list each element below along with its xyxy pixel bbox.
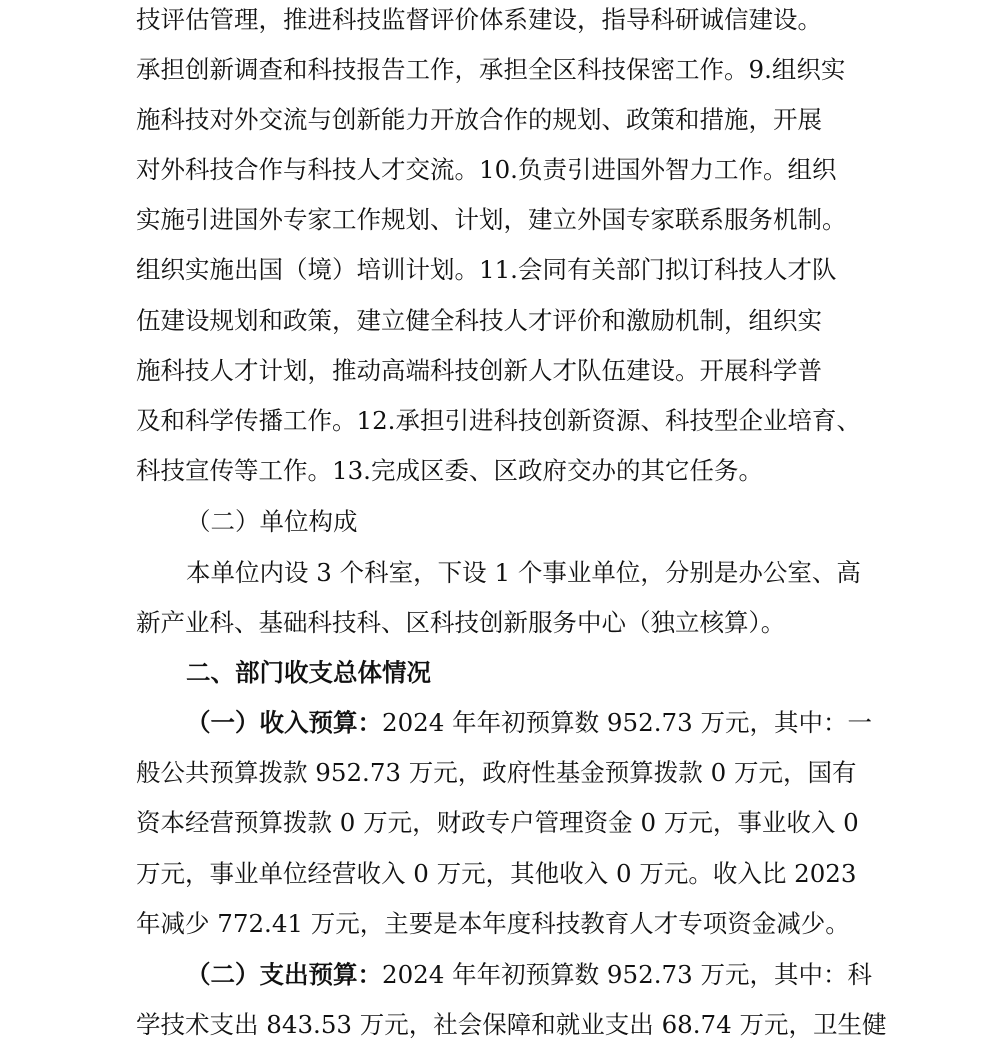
body-line-6: 组织实施出国（境）培训计划。11.会同有关部门拟订科技人才队	[136, 255, 837, 284]
body-line-7: 伍建设规划和政策，建立健全科技人才评价和激励机制，组织实	[136, 306, 822, 335]
body-line-9: 及和科学传播工作。12.承担引进科技创新资源、科技型企业培育、	[136, 406, 861, 435]
units-line-1: 本单位内设 3 个科室，下设 1 个事业单位，分别是办公室、高	[186, 558, 861, 587]
expenditure-text-1: 2024 年年初预算数 952.73 万元，其中：科	[382, 960, 872, 989]
income-line-3: 资本经营预算拨款 0 万元，财政专户管理资金 0 万元，事业收入 0	[136, 808, 859, 837]
body-line-2: 承担创新调查和科技报告工作，承担全区科技保密工作。9.组织实	[136, 55, 846, 84]
income-line-5: 年减少 772.41 万元，主要是本年度科技教育人才专项资金减少。	[136, 909, 850, 938]
body-line-8: 施科技人才计划，推动高端科技创新人才队伍建设。开展科学普	[136, 356, 822, 385]
income-text-1: 2024 年年初预算数 952.73 万元，其中：一	[382, 708, 872, 737]
income-line-1	[186, 698, 896, 748]
expenditure-line-1	[186, 950, 896, 1000]
expenditure-line-2: 学技术支出 843.53 万元，社会保障和就业支出 68.74 万元，卫生健	[136, 1010, 887, 1039]
income-line-2: 般公共预算拨款 952.73 万元，政府性基金预算拨款 0 万元，国有	[136, 758, 857, 787]
body-line-10: 科技宣传等工作。13.完成区委、区政府交办的其它任务。	[136, 456, 763, 485]
income-label: （一）收入预算：	[186, 708, 382, 737]
units-heading: （二）单位构成	[186, 507, 358, 536]
body-line-3: 施科技对外交流与创新能力开放合作的规划、政策和措施，开展	[136, 105, 822, 134]
expenditure-label: （二）支出预算：	[186, 960, 382, 989]
body-line-5: 实施引进国外专家工作规划、计划，建立外国专家联系服务机制。	[136, 205, 847, 234]
body-line-1: 技评估管理，推进科技监督评价体系建设，指导科研诚信建设。	[136, 5, 822, 34]
units-line-2: 新产业科、基础科技科、区科技创新服务中心（独立核算）。	[136, 608, 786, 637]
income-line-4: 万元，事业单位经营收入 0 万元，其他收入 0 万元。收入比 2023	[136, 859, 857, 888]
section-two-heading: 二、部门收支总体情况	[186, 658, 431, 687]
body-line-4: 对外科技合作与科技人才交流。10.负责引进国外智力工作。组织	[136, 155, 837, 184]
